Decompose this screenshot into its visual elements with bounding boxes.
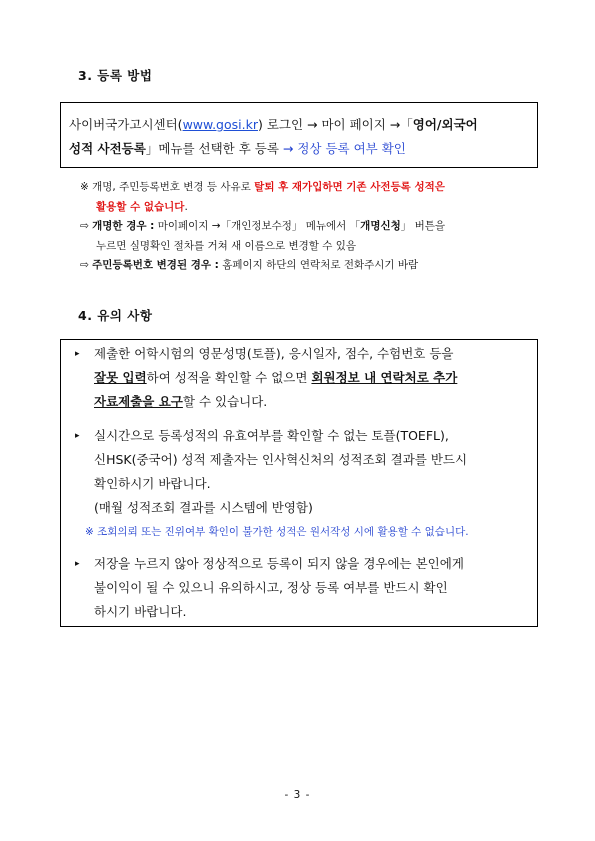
section-4-title: 4. 유의 사항 [78, 308, 153, 323]
bullet-icon: ▸ [75, 349, 80, 359]
emphasis-text: 잘못 입력 [94, 370, 147, 385]
note-name-change-cont: 누르면 실명확인 절차를 거쳐 새 이름으로 변경할 수 있음 [96, 239, 356, 252]
text-line: 제출한 어학시험의 영문성명(토플), 응시일자, 점수, 수험번호 등을 [94, 346, 454, 361]
text-line: 확인하시기 바랍니다. [94, 476, 211, 491]
menu-name-bold: 성적 사전등록 [69, 141, 146, 156]
note-text: 」 버튼을 [400, 220, 446, 232]
emphasis-text: 자료제출을 요구 [94, 394, 183, 409]
note-id-change [80, 256, 550, 276]
precaution-text [94, 424, 526, 520]
menu-name-bold: 영어/외국어 [412, 117, 478, 132]
note-text: ※ 개명, 주민등록번호 변경 등 사유로 [80, 181, 255, 193]
text-line: (매월 성적조회 결과를 시스템에 반영함) [94, 500, 313, 515]
note-text: . [184, 200, 188, 213]
box1-text: 」메뉴를 선택한 후 등록 [145, 141, 283, 156]
box1-text: ) 로그인 → 마이 페이지 →「 [257, 117, 413, 132]
note-rejoin [80, 178, 550, 198]
warning-text: 탈퇴 후 재가입하면 기존 사전등록 성적은 [254, 181, 445, 193]
arrow-icon: ⇨ [80, 259, 93, 271]
warning-text: 활용할 수 없습니다 [96, 200, 185, 213]
inquiry-note: ※ 조회의뢰 또는 진위여부 확인이 불가한 성적은 원서작성 시에 활용할 수 없습니다. [85, 526, 469, 538]
bullet-icon: ▸ [75, 559, 80, 569]
precautions-box [60, 339, 538, 627]
note-label: 개명한 경우 : [92, 220, 155, 232]
arrow-icon: ⇨ [80, 220, 93, 232]
section-3-title: 3. 등록 방법 [78, 68, 153, 83]
note-rejoin-cont [80, 198, 550, 218]
box1-text: 사이버국가고시센터( [69, 117, 183, 132]
note-label: 개명신청 [360, 220, 401, 232]
bullet-icon: ▸ [75, 431, 80, 441]
text-line: 실시간으로 등록성적의 유효여부를 확인할 수 없는 토플(TOEFL), [94, 428, 449, 443]
registration-method-box [60, 102, 538, 168]
note-text: 홈페이지 하단의 연락처로 전화주시기 바람 [218, 259, 419, 271]
gosi-link[interactable]: www.gosi.kr [182, 117, 258, 132]
text-line [94, 366, 526, 390]
precaution-text [94, 342, 526, 414]
box1-line-1 [69, 113, 531, 137]
box1-line-2 [69, 137, 531, 161]
confirm-step-text: → 정상 등록 여부 확인 [282, 141, 406, 156]
registration-notes [80, 178, 550, 276]
text-line [94, 390, 526, 414]
plain-text: 할 수 있습니다. [182, 394, 268, 409]
text-line: 신HSK(중국어) 성적 제출자는 인사혁신처의 성적조회 결과를 반드시 [94, 452, 468, 467]
note-text: 마이페이지 →「개인정보수정」 메뉴에서 「 [154, 220, 361, 232]
note-label: 주민등록번호 변경된 경우 : [92, 259, 219, 271]
text-line: 불이익이 될 수 있으니 유의하시고, 정상 등록 여부를 반드시 확인 [94, 580, 448, 595]
note-name-change [80, 217, 550, 237]
emphasis-text: 회원정보 내 연락처로 추가 [311, 370, 458, 385]
precaution-text [94, 552, 526, 624]
page-number: - 3 - [284, 789, 311, 801]
text-line: 저장을 누르지 않아 정상적으로 등록이 되지 않을 경우에는 본인에게 [94, 556, 464, 571]
plain-text: 하여 성적을 확인할 수 없으면 [146, 370, 312, 385]
text-line: 하시기 바랍니다. [94, 604, 187, 619]
